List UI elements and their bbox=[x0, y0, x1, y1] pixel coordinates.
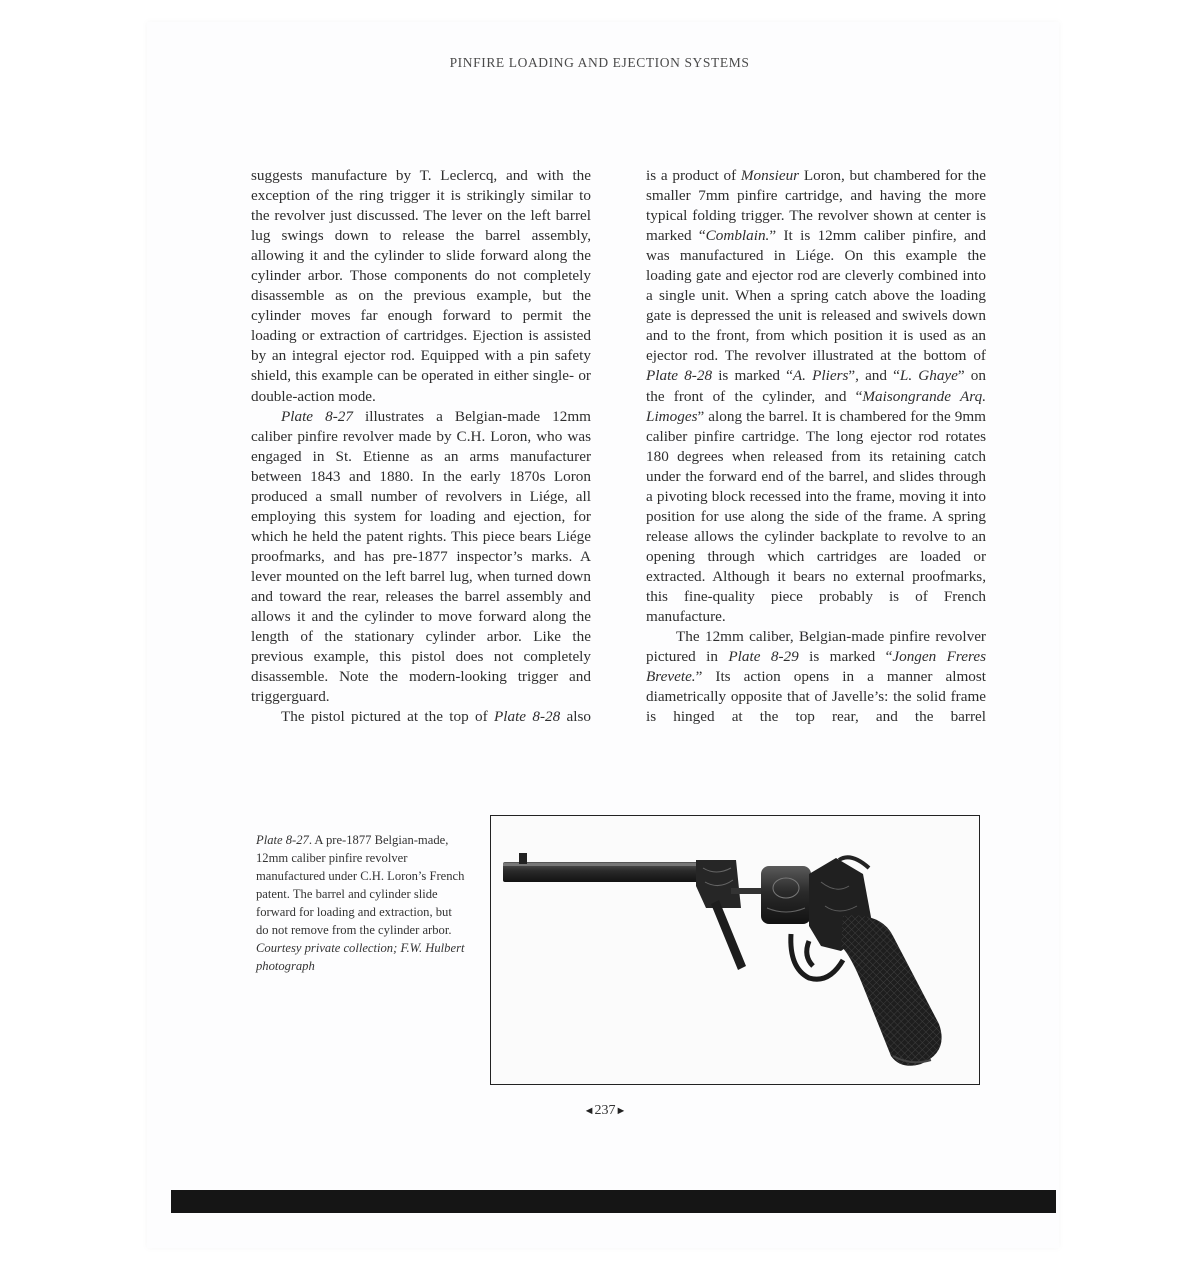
page-number-value: 237 bbox=[594, 1103, 616, 1118]
running-head: PINFIRE LOADING AND EJECTION SYSTEMS bbox=[449, 55, 750, 70]
bottom-black-bar bbox=[171, 1190, 1056, 1213]
page-number bbox=[560, 1103, 650, 1119]
plate-caption bbox=[256, 831, 466, 975]
cylinder-shape bbox=[761, 866, 811, 924]
left-paragraph-1 bbox=[251, 166, 591, 407]
caption-plate-ref: Plate 8-27 bbox=[256, 833, 309, 847]
left-p3-text-a: The pistol pictured at the top of bbox=[281, 708, 494, 726]
right-paragraph-1 bbox=[646, 166, 986, 627]
left-p1-text: suggests manufacture by T. Leclercq, and with the exception of the ring trigger it is strikingly similar to the revolver just discussed. The lever on the left barrel lug swings down to release the barrel assembly, allowing it and the cylinder to slide forward along the cylinder arbor. Those components do not completely disassemble as on the previous example, but the cylinder moves far enough forward to permit the loading or extraction of cartridges. Ejection is assisted by an integral ejector rod. Equipped with a pin safety shield, this example can be operated in either single- or double-action mode. bbox=[251, 167, 591, 405]
right-p1-b: Loron, but chambered for the smaller 7mm pinfire cartridge, and having the more typical folding trigger. The revolver shown at center is marked “ bbox=[646, 167, 986, 245]
right-p2-plate: Plate 8-29 bbox=[728, 648, 799, 666]
left-paragraph-3 bbox=[251, 707, 591, 727]
right-p1-pliers: A. Pliers bbox=[792, 367, 849, 385]
caption-text: . A pre-1877 Belgian-made, 12mm caliber pinfire revolver manufactured under C.H. Loron’s French patent. The barrel and cylinder slide forward for loading and extraction, but do not remove from the cylinder arbor. bbox=[256, 833, 465, 937]
plate-ref-8-27: Plate 8-27 bbox=[281, 407, 353, 425]
right-p1-g: ” along the barrel. It is chambered for the 9mm caliber pinfire cartridge. The long ejector rod rotates 180 degrees when released from its retaining catch under the forward end of the barrel, and slides through a pivoting block recessed into the frame, moving it into position for use along the side of the frame. A spring release allows the cylinder backplate to revolve to an opening through which cartridges are loaded or extracted. Although it bears no external proofmarks, this fine-quality piece probably is of French manufacture. bbox=[646, 407, 986, 626]
right-text-column bbox=[646, 166, 986, 727]
right-p1-e: ”, and “ bbox=[848, 367, 900, 385]
right-p1-maison: Maisongrande Arq. Limoges bbox=[646, 387, 986, 425]
plate-ref-8-28: Plate 8-28 bbox=[494, 708, 561, 726]
left-p3-text-b: also bbox=[560, 708, 592, 726]
right-p1-ghaye: L. Ghaye bbox=[899, 367, 958, 385]
left-p2-text: illustrates a Belgian-made 12mm caliber pinfire revolver made by C.H. Loron, who was engaged in St. Etienne as an arms manufacturer between 1843 and 1880. In the early 1870s Loron produced a small number of revolvers in Liége, all employing this system for loading and ejection, for which he held the patent rights. This piece bears Liége proofmarks, and has pre-1877 inspector’s marks. A lever mounted on the left barrel lug, when turned down and toward the rear, releases the barrel assembly and allows it and the cylinder to move forward along the length of the stationary cylinder arbor. Like the previous example, this pistol does not completely disassemble. Note the modern-looking trigger and triggerguard. bbox=[251, 407, 591, 706]
right-p2-jongen: Jongen Freres Brevete. bbox=[646, 648, 987, 686]
right-paragraph-2 bbox=[646, 627, 986, 727]
right-p1-f: ” on the front of the cylinder, and “ bbox=[646, 367, 986, 405]
right-p2-a: The 12mm caliber, Belgian-made pinfire revolver pictured in bbox=[646, 628, 986, 666]
left-text-column bbox=[251, 166, 591, 727]
right-p2-c: ” Its action opens in a manner almost diametrically opposite that of Javelle’s: the solid frame is hinged at the top rear, and the barrel bbox=[646, 668, 986, 726]
revolver-illustration bbox=[491, 816, 978, 1083]
prev-arrow-icon: ◄ bbox=[583, 1105, 595, 1117]
right-p1-monsieur: Monsieur bbox=[740, 167, 800, 184]
right-p1-a: is a product of bbox=[646, 167, 741, 184]
next-arrow-icon: ► bbox=[615, 1105, 627, 1117]
right-p1-d: is marked “ bbox=[712, 367, 793, 385]
caption-credit: Courtesy private collection; F.W. Hulbert photograph bbox=[256, 941, 465, 973]
right-p2-b: is marked “ bbox=[798, 648, 893, 666]
right-p1-comblain: Comblain. bbox=[705, 227, 770, 245]
right-p1-c: ” It is 12mm caliber pinfire, and was manufactured in Liége. On this example the loading gate and ejector rod are cleverly combined into a single unit. When a spring catch above the loading gate is depressed the unit is released and swivels down and to the front, from which position it is used as an ejector rod. The revolver illustrated at the bottom of bbox=[646, 227, 986, 365]
grip-shape bbox=[841, 915, 942, 1065]
left-paragraph-2 bbox=[251, 407, 591, 708]
plate-8-27-frame bbox=[490, 815, 980, 1085]
right-p1-plate: Plate 8-28 bbox=[646, 367, 713, 385]
